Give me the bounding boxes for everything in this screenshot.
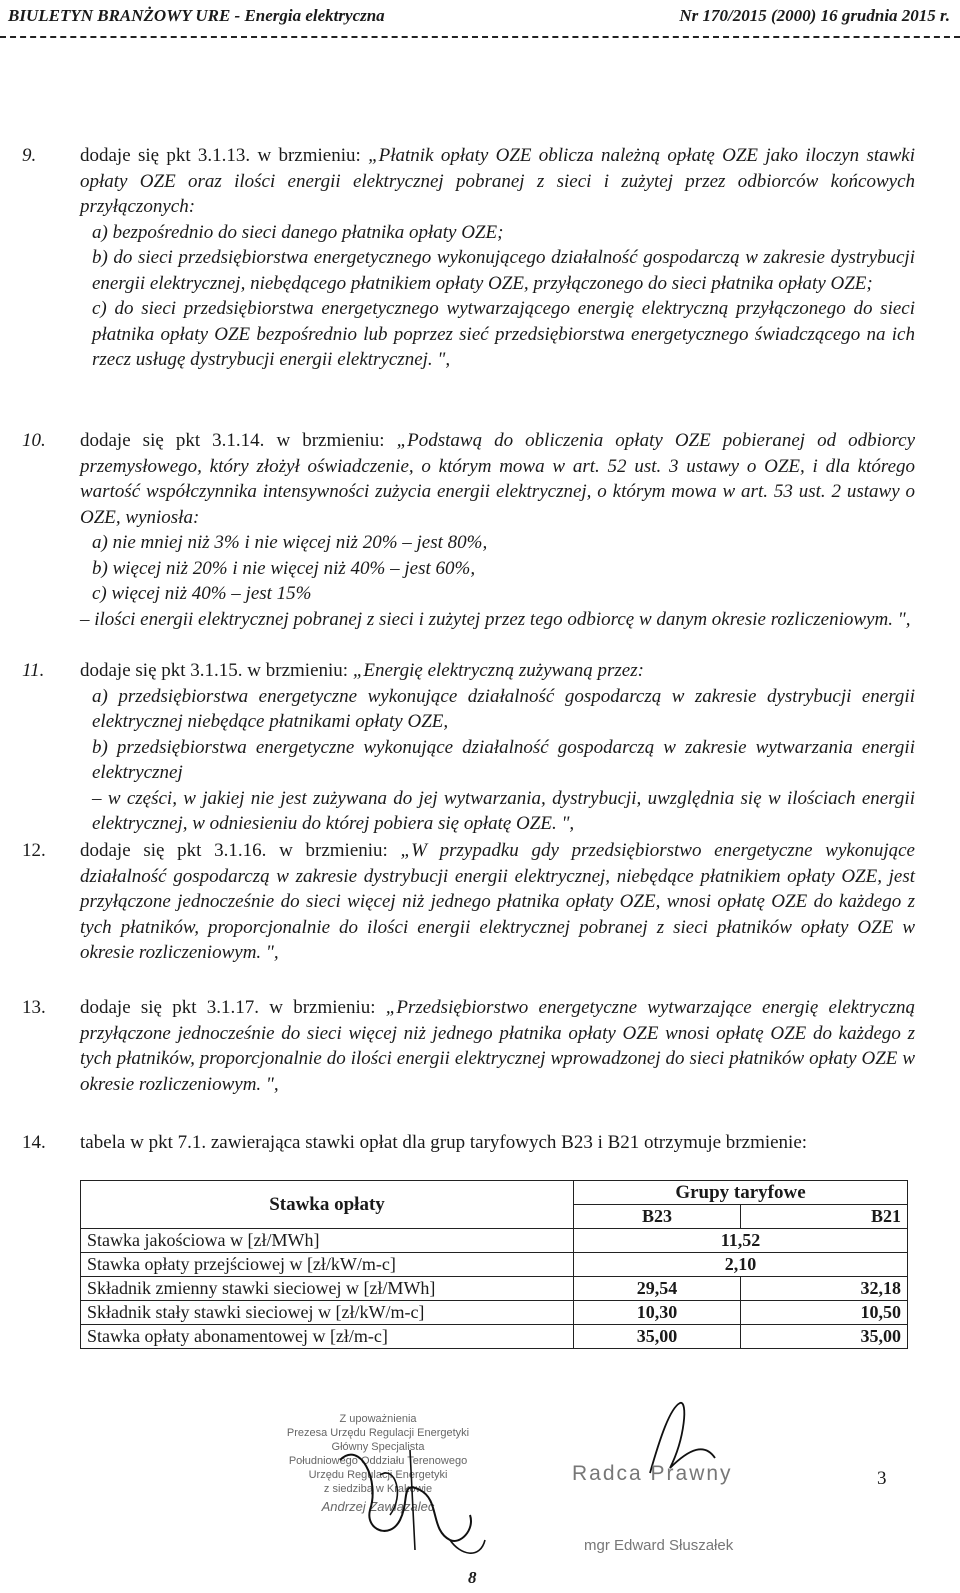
subpoint: b) przedsiębiorstwa energetyczne wykonujące działalność gospodarczą w zakresie wytwarzania energii elektrycznej [92,736,915,783]
row-value-b21: 35,00 [741,1325,908,1349]
signature-title: Radca Prawny [572,1462,733,1485]
table-header-row [81,1181,908,1205]
table-row [81,1229,908,1253]
row-value: 11,52 [574,1229,908,1253]
row-value-b21: 32,18 [741,1277,908,1301]
item-number: 11. [22,660,45,681]
column-header-groups: Grupy taryfowe [574,1181,908,1205]
tariff-rates-table [80,1180,908,1349]
subpoint: a) przedsiębiorstwa energetyczne wykonujące działalność gospodarczą w zakresie dystrybucji energii elektrycznej niebędące płatnikami opłaty OZE, [92,685,915,732]
row-label: Składnik zmienny stawki sieciowej w [zł/MWh] [81,1277,574,1301]
row-value-b21: 10,50 [741,1301,908,1325]
item-text: tabela w pkt 7.1. zawierająca stawki opłat dla grup taryfowych B23 i B21 otrzymuje brzmienie: [80,1132,808,1153]
item-text: dodaje się pkt 3.1.17. w brzmieniu: „Przedsiębiorstwo energetyczne wytwarzające energię elektryczną przyłączone jednocześnie do sieci więcej niż jednego płatnika opłaty OZE wnosi opłatę OZE do każdego z tych płatników, proporcjonalnie do ilości energii elektrycznej wprowadzonej do sieci płatników opłaty OZE w okresie rozliczeniowym. ", [80,997,916,1095]
item-number: 14. [22,1132,46,1153]
column-header-rate: Stawka opłaty [81,1181,574,1229]
row-value-b23: 29,54 [574,1277,741,1301]
subpoint: c) więcej niż 40% – jest 15% [92,583,312,604]
item-number: 10. [22,430,46,451]
row-value-b23: 10,30 [574,1301,741,1325]
item-tail: – w części, w jakiej nie jest zużywana do jej wytwarzania, dystrybucji, uwzględnia się w ilościach energii elektrycznej, w odniesieniu do której pobiera się opłatę OZE. ", [92,787,915,834]
signature-name: mgr Edward Słuszałek [584,1537,734,1554]
item-number: 12. [22,840,46,861]
subpoint: b) więcej niż 20% i nie więcej niż 40% – jest 60%, [92,557,476,579]
table-row [81,1325,908,1349]
item-text: dodaje się pkt 3.1.15. w brzmieniu: „Energię elektryczną zużywaną przez: a) przedsiębiorstwa energetyczne wykonujące działalność gospodarczą w zakresie dystrybucji energii elektrycznej niebędące płatnikami opłaty OZE, b) przedsiębiorstwa energetyczne wykonujące działalność gospodarczą w zakresie wytwarzania energii elektrycznej – w części, w jakiej nie jest zużywana do jej wytwarzania, dystrybucji, uwzględnia się w ilościach energii elektrycznej, w odniesieniu do której pobiera się opłatę OZE. ", [80,658,915,837]
page-number-bottom: 8 [468,1568,477,1587]
row-value-b23: 35,00 [574,1325,741,1349]
subpoint: a) nie mniej niż 3% i nie więcej niż 20% – jest 80%, [92,532,488,553]
row-label: Stawka opłaty abonamentowej w [zł/m-c] [81,1325,574,1349]
official-stamp: Z upoważnienia Prezesa Urzędu Regulacji Energetyki Główny Specjalista Południowego Oddziału Terenowego Urzędu Regulacji Energetyki z siedzibą w Krakowie Andrzej Zawiązalec [286,1413,470,1514]
bulletin-header [0,0,960,46]
table-row [81,1253,908,1277]
item-tail: – ilości energii elektrycznej pobranej z sieci i zużytej przez tego odbiorcę w danym okresie rozliczeniowym. ", [80,608,911,630]
table-row [81,1301,908,1325]
header-title: BIULETYN BRANŻOWY URE - Energia elektryczna [8,6,385,25]
header-issue: Nr 170/2015 (2000) 16 grudnia 2015 r. [679,6,950,25]
item-text: dodaje się pkt 3.1.13. w brzmieniu: „Płatnik opłaty OZE oblicza należną opłatę OZE jako iloczyn stawki opłaty OZE oraz ilości energii elektrycznej pobranej z sieci i zużytej przez odbiorców końcowych przyłączonych: a) bezpośrednio do sieci danego płatnika opłaty OZE; b) do sieci przedsiębiorstwa energetycznego wykonującego działalność gospodarczą w zakresie dystrybucji energii elektrycznej, niebędącego płatnikiem opłaty OZE, przyłączonego do sieci płatnika opłaty OZE; c) do sieci przedsiębiorstwa energetycznego wytwarzającego energię elektryczną przyłączonego do sieci płatnika opłaty OZE bezpośrednio lub poprzez sieć przedsiębiorstwa energetycznego świadczącego na ich rzecz usługę dystrybucji energii elektrycznej. ", [80,143,915,373]
subpoint: a) bezpośrednio do sieci danego płatnika opłaty OZE; [92,221,504,243]
row-label: Stawka jakościowa w [zł/MWh] [81,1229,574,1253]
row-value: 2,10 [574,1253,908,1277]
item-number: 9. [22,145,37,166]
table-row [81,1277,908,1301]
page-number-right: 3 [877,1468,887,1489]
handwritten-signature-icon [310,1420,500,1565]
subpoint: b) do sieci przedsiębiorstwa energetycznego wykonującego działalność gospodarczą w zakresie dystrybucji energii elektrycznej, niebędącego płatnikiem opłaty OZE, przyłączonego do sieci płatnika opłaty OZE; [92,247,915,294]
column-header-b23: B23 [574,1205,741,1229]
item-text: dodaje się pkt 3.1.14. w brzmieniu: „Podstawą do obliczenia opłaty OZE pobieranej od odbiorcy przemysłowego, który złożył oświadczenie, o którym mowa w art. 52 ust. 3 ustawy o OZE, i dla którego wartość współczynnika intensywności zużycia energii elektrycznej, o którym mowa w art. 53 ust. 2 ustawy o OZE, wyniosła: a) nie mniej niż 3% i nie więcej niż 20% – jest 80%, b) więcej niż 20% i nie więcej niż 40% – jest 60%, c) więcej niż 40% – jest 15% – ilości energii elektrycznej pobranej z sieci i zużytej przez tego odbiorcę w danym okresie rozliczeniowym. ", [80,430,916,630]
subpoint: c) do sieci przedsiębiorstwa energetycznego wytwarzającego energię elektryczną przyłączonego do sieci płatnika opłaty OZE bezpośrednio lub poprzez sieć przedsiębiorstwa energetycznego świadczącego na ich rzecz usługę dystrybucji energii elektrycznej. ", [92,298,915,370]
row-label: Składnik stały stawki sieciowej w [zł/kW/m-c] [81,1301,574,1325]
column-header-b21: B21 [741,1205,908,1229]
header-rule [0,36,960,38]
item-number: 13. [22,997,46,1018]
row-label: Stawka opłaty przejściowej w [zł/kW/m-c] [81,1253,574,1277]
item-text: dodaje się pkt 3.1.16. w brzmieniu: „W przypadku gdy przedsiębiorstwo energetyczne wykonujące działalność gospodarczą w zakresie dystrybucji energii elektrycznej, niebędące płatnikiem opłaty OZE, jest przyłączone jednocześnie do sieci więcej niż jednego płatnika opłaty OZE, wnosi opłatę OZE do każdego z tych płatników, proporcjonalnie do ilości energii elektrycznej pobranej z sieci płatników opłaty OZE w okresie rozliczeniowym. ", [80,840,915,963]
